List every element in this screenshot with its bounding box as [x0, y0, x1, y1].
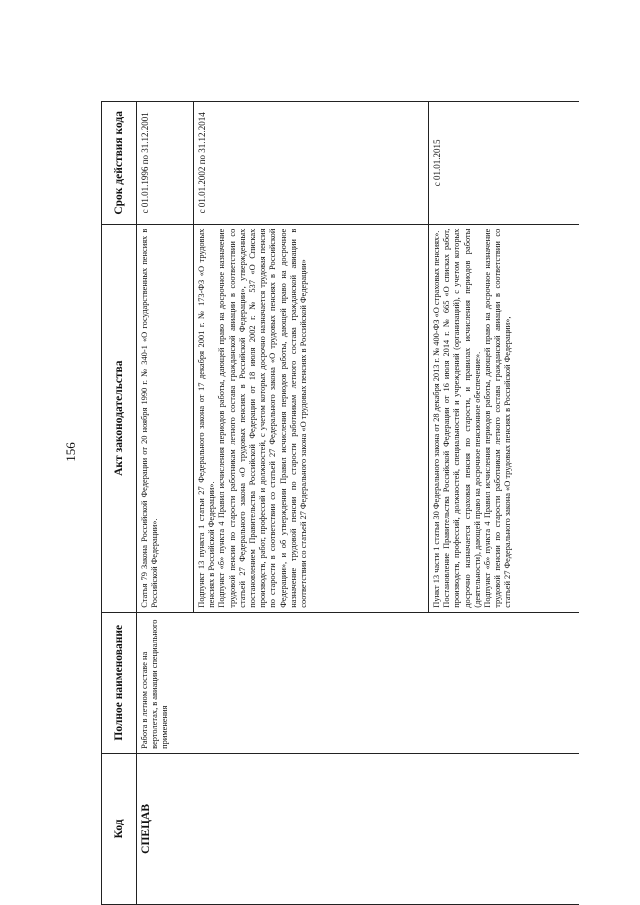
header-validity: Срок действия кода: [102, 102, 137, 225]
pension-code-table: [101, 101, 579, 905]
act-cell: [194, 224, 429, 612]
code-cell: СПЕЦАВ: [137, 753, 580, 904]
act-cell: [137, 224, 194, 612]
validity-cell: с 01.01.1996 по 31.12.2001: [137, 102, 194, 225]
act-paragraph: Пункт 13 части 1 статьи 30 Федерального закона от 28 декабря 2013 г. № 400-ФЗ «О страховых пенсиях».: [432, 230, 441, 608]
header-code: Код: [102, 753, 137, 904]
header-full-name: Полное наименование: [102, 612, 137, 753]
act-paragraph: Постановление Правительства Российской Федерации от 16 июля 2014 г. № 665 «О списках работ, производств, профессий, должностей, специальностей и учреждений (организаций), с учетом которых досрочно назначается страховая пенсия по старости, и правилах исчисления периодов работы (деятельности), дающей право на досрочное пенсионное обеспечение».: [442, 228, 482, 608]
rotated-table-area: [101, 101, 579, 905]
validity-cell: с 01.01.2015: [429, 102, 580, 225]
page-number: 156: [63, 442, 78, 462]
table-header-row: [102, 102, 137, 905]
table-sheet: [101, 101, 579, 905]
full-name-cell: Работа в летном составе на вертолетах, в авиации специального применения: [137, 612, 580, 753]
validity-cell: с 01.01.2002 по 31.12.2014: [194, 102, 429, 225]
act-paragraph: Подпункт 13 пункта 1 статьи 27 Федерального закона от 17 декабря 2001 г. № 173-ФЗ «О трудовых пенсиях в Российской Федерации».: [197, 228, 217, 608]
act-paragraph: Подпункт «б» пункта 4 Правил исчисления периодов работы, дающей право на досрочное назначение трудовой пенсии по старости работникам летного состава гражданской авиации в соответствии со статьей 27 Федерального закона «О трудовых пенсиях в Российской Федерации», утвержденных постановлением Правительства Российской Федерации от 18 июля 2002 г. № 537 «О Списках производств, работ, профессий и должностей, с учетом которых досрочно назначается трудовая пенсия по старости в соответствии со статьей 27 Федерального закона «О трудовых пенсиях в Российской Федерации», и об утверждении Правил исчисления периодов работы, дающей право на досрочное назначение трудовой пенсии по старости работникам летного состава гражданской авиации в соответствии со статьей 27 Федерального закона «О трудовых пенсиях в Российской Федерации»: [217, 228, 309, 608]
table-row: [137, 102, 194, 905]
act-cell: [429, 224, 580, 612]
act-paragraph: Статья 79 Закона Российской Федерации от 20 ноября 1990 г. № 340-1 «О государственных пенсиях в Российской Федерации».: [140, 228, 160, 608]
act-paragraph: Подпункт «б» пункта 4 Правил исчисления периодов работы, дающей право на досрочное назначение трудовой пенсии по старости работникам летного состава гражданской авиации в соответствии со статьей 27 Федерального закона «О трудовых пенсиях в Российской Федерации»,: [483, 228, 513, 608]
header-act: Акт законодательства: [102, 224, 137, 612]
